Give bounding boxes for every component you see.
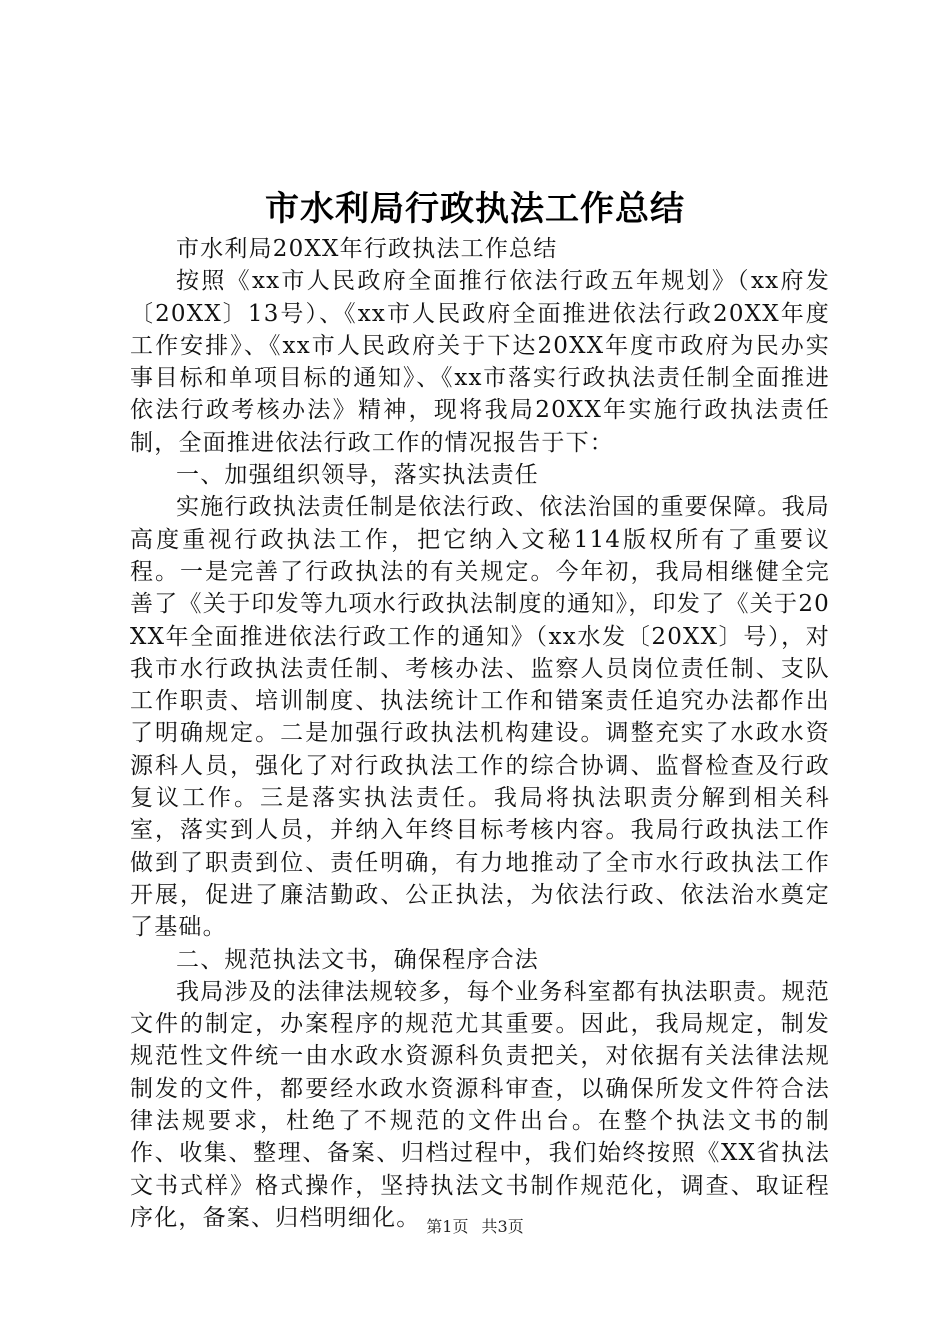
page-total: 共3页	[481, 1217, 524, 1236]
section-heading-2: 二、规范执法文书，确保程序合法	[176, 946, 539, 973]
page-footer	[0, 1214, 950, 1237]
subtitle-paragraph: 市水利局20XX年行政执法工作总结	[176, 236, 558, 262]
section-1-paragraph: 实施行政执法责任制是依法行政、依法治国的重要保障。我局高度重视行政执法工作，把它纳入文秘114版权所有了重要议程。一是完善了行政执法的有关规定。今年初，我局相继健全完善了《关于印发等九项水行政执法制度的通知》，印发了《关于20XX年全面推进依法行政工作的通知》（xx水发〔20XX〕号），对我市水行政执法责任制、考核办法、监察人员岗位责任制、支队工作职责、培训制度、执法统计工作和错案责任追究办法都作出了明确规定。二是加强行政执法机构建设。调整充实了水政水资源科人员，强化了对行政执法工作的综合协调、监督检查及行政复议工作。三是落实执法责任。我局将执法职责分解到相关科室，落实到人员，并纳入年终目标考核内容。我局行政执法工作做到了职责到位、责任明确，有力地推动了全市水行政执法工作开展，促进了廉洁勤政、公正执法，为依法行政、依法治水奠定了基础。	[130, 494, 830, 941]
page-number: 第1页	[426, 1217, 469, 1236]
intro-paragraph: 按照《xx市人民政府全面推行依法行政五年规划》（xx府发〔20XX〕13号）、《xx市人民政府全面推进依法行政20XX年度工作安排》、《xx市人民政府关于下达20XX年度市政府为民办实事目标和单项目标的通知》、《xx市落实行政执法责任制全面推进依法行政考核办法》精神，现将我局20XX年实施行政执法责任制，全面推进依法行政工作的情况报告于下：	[130, 268, 830, 456]
document-title: 市水利局行政执法工作总结	[265, 189, 685, 229]
section-2-paragraph: 我局涉及的法律法规较多，每个业务科室都有执法职责。规范文件的制定，办案程序的规范尤其重要。因此，我局规定，制发规范性文件统一由水政水资源科负责把关，对依据有关法律法规制发的文件，都要经水政水资源科审查，以确保所发文件符合法律法规要求，杜绝了不规范的文件出台。在整个执法文书的制作、收集、整理、备案、归档过程中，我们始终按照《XX省执法文书式样》格式操作，坚持执法文书制作规范化，调查、取证程序化，备案、归档明细化。	[130, 978, 830, 1231]
section-heading-1: 一、加强组织领导，落实执法责任	[176, 462, 539, 489]
document-body	[130, 233, 830, 1234]
